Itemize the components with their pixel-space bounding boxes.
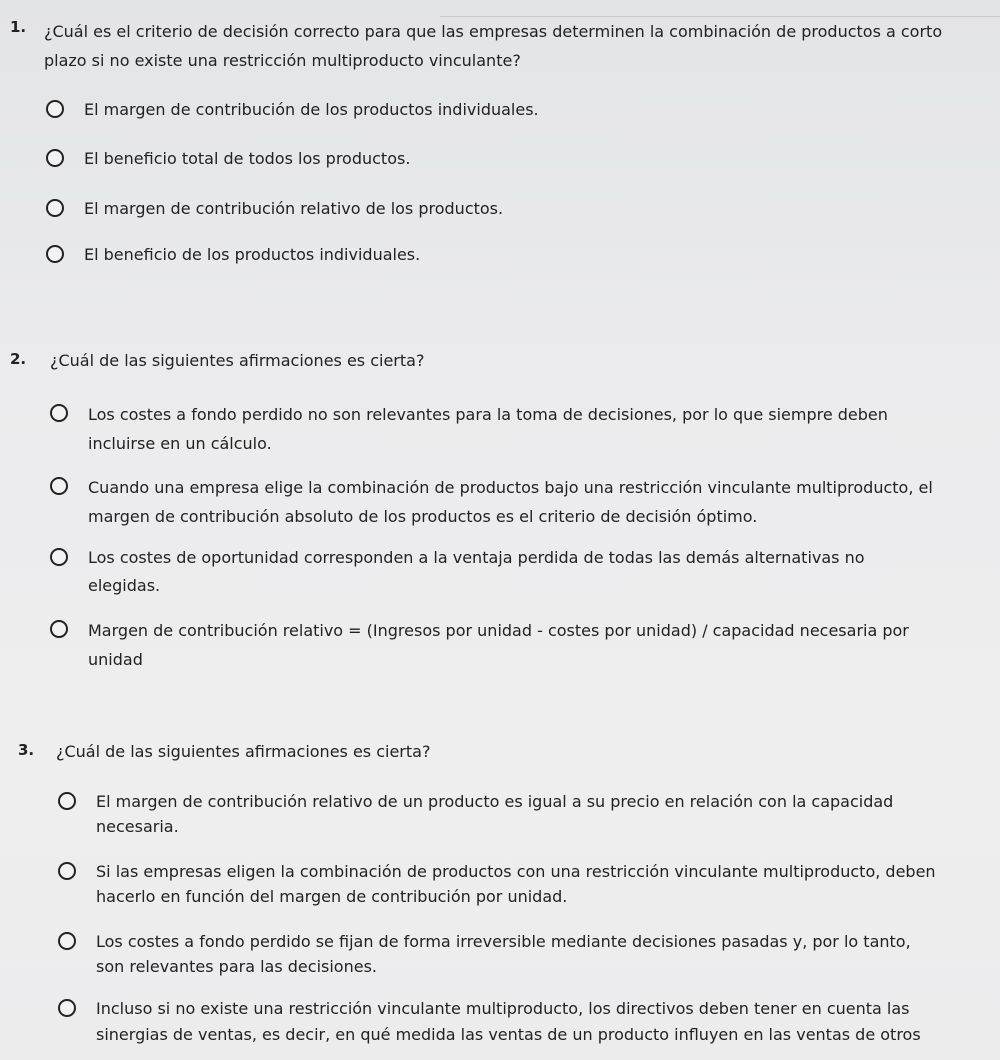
radio-button[interactable] (50, 404, 68, 422)
radio-button[interactable] (50, 548, 68, 566)
question-text: ¿Cuál de las siguientes afirmaciones es cierta? (56, 742, 431, 761)
question-1-option-1[interactable] (84, 98, 940, 122)
radio-button[interactable] (46, 149, 64, 167)
question-number: 2. (10, 350, 27, 368)
option-label: Margen de contribución relativo = (Ingresos por unidad - costes por unidad) / capacidad necesaria por unidad (88, 621, 909, 669)
option-label: El beneficio de los productos individuales. (84, 245, 421, 264)
radio-button[interactable] (58, 999, 76, 1017)
question-3-option-1[interactable] (96, 789, 940, 839)
option-label: El margen de contribución relativo de los productos. (84, 199, 504, 218)
option-label: El beneficio total de todos los productos. (84, 149, 411, 168)
option-label: Los costes de oportunidad corresponden a la ventaja perdida de todas las demás alternativas no elegidas. (88, 548, 865, 595)
radio-button[interactable] (50, 620, 68, 638)
question-3-option-2[interactable] (96, 859, 940, 909)
question-text: ¿Cuál de las siguientes afirmaciones es cierta? (50, 351, 425, 370)
question-1-option-3[interactable] (84, 197, 940, 221)
option-label: El margen de contribución relativo de un producto es igual a su precio en relación con la capacidad necesaria. (96, 792, 894, 836)
radio-button[interactable] (46, 199, 64, 217)
option-label: Si las empresas eligen la combinación de productos con una restricción vinculante multiproducto, deben hacerlo en función del margen de contribución por unidad. (96, 862, 936, 906)
option-label: Incluso si no existe una restricción vinculante multiproducto, los directivos deben tener en cuenta las sinergias de ventas, es decir, en qué medida las ventas de un producto influyen en las ventas de otros (96, 999, 921, 1044)
question-number: 3. (18, 741, 35, 759)
radio-button[interactable] (46, 100, 64, 118)
radio-button[interactable] (58, 792, 76, 810)
radio-button[interactable] (46, 245, 64, 263)
radio-button[interactable] (58, 862, 76, 880)
radio-button[interactable] (58, 932, 76, 950)
question-3-option-3[interactable] (96, 929, 940, 979)
question-3-option-4[interactable] (96, 996, 940, 1048)
option-label: El margen de contribución de los productos individuales. (84, 100, 539, 119)
question-1-option-2[interactable] (84, 147, 940, 171)
option-label: Cuando una empresa elige la combinación de productos bajo una restricción vinculante multiproducto, el margen de contribución absoluto de los productos es el criterio de decisión óptimo. (88, 478, 933, 526)
question-text: ¿Cuál es el criterio de decisión correcto para que las empresas determinen la combinación de productos a corto plazo si no existe una restricción multiproducto vinculante? (44, 22, 943, 70)
question-number: 1. (10, 18, 27, 36)
question-2-option-1[interactable] (88, 400, 940, 458)
option-label: Los costes a fondo perdido no son relevantes para la toma de decisiones, por lo que siempre deben incluirse en un cálculo. (88, 405, 888, 453)
question-1-option-4[interactable] (84, 243, 940, 267)
option-label: Los costes a fondo perdido se fijan de forma irreversible mediante decisiones pasadas y, por lo tanto, son relevantes para las decisiones. (96, 932, 911, 976)
question-2-option-2[interactable] (88, 473, 940, 531)
radio-button[interactable] (50, 477, 68, 495)
question-2-option-3[interactable] (88, 544, 940, 600)
question-2-option-4[interactable] (88, 616, 940, 674)
